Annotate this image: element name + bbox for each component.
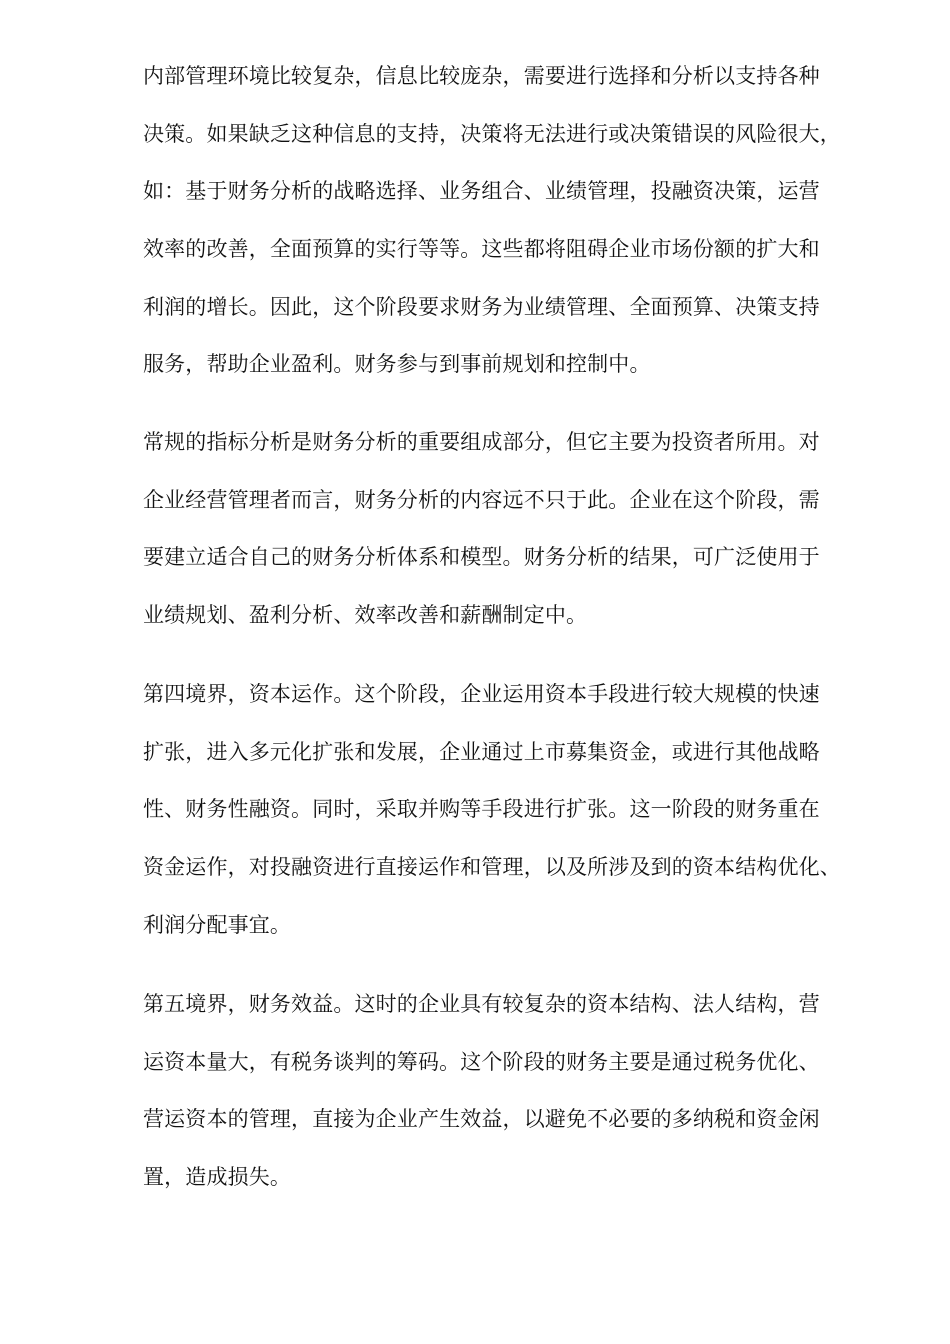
text-line: 常规的指标分析是财务分析的重要组成部分，但它主要为投资者所用。对: [143, 430, 820, 454]
text-line: 服务，帮助企业盈利。财务参与到事前规划和控制中。: [143, 352, 651, 377]
text-line: 如：基于财务分析的战略选择、业务组合、业绩管理，投融资决策，运营: [143, 179, 820, 204]
text-line: 利润分配事宜。: [143, 912, 292, 937]
text-line: 要建立适合自己的财务分析体系和模型。财务分析的结果，可广泛使用于: [143, 545, 820, 570]
paragraph-financial-benefit: [143, 976, 820, 1207]
text-line: 决策。如果缺乏这种信息的支持，决策将无法进行或决策错误的风险很大，: [143, 121, 841, 146]
text-line: 营运资本的管理，直接为企业产生效益，以避免不必要的多纳税和资金闲: [143, 1107, 820, 1132]
paragraph-internal-management: [143, 48, 841, 394]
text-line: 利润的增长。因此，这个阶段要求财务为业绩管理、全面预算、决策支持: [143, 294, 820, 319]
paragraph-indicator-analysis: [143, 414, 820, 645]
text-line: 置，造成损失。: [143, 1165, 292, 1190]
text-line: 资金运作，对投融资进行直接运作和管理，以及所涉及到的资本结构优化、: [143, 855, 841, 880]
text-line: 业绩规划、盈利分析、效率改善和薪酬制定中。: [143, 603, 588, 628]
paragraph-capital-operation: [143, 666, 841, 954]
text-line: 扩张，进入多元化扩张和发展，企业通过上市募集资金，或进行其他战略: [143, 739, 820, 764]
text-line: 运资本量大，有税务谈判的筹码。这个阶段的财务主要是通过税务优化、: [143, 1049, 820, 1074]
text-line: 第五境界，财务效益。这时的企业具有较复杂的资本结构、法人结构，营: [143, 992, 820, 1016]
text-line: 企业经营管理者而言，财务分析的内容远不只于此。企业在这个阶段，需: [143, 487, 820, 512]
text-line: 内部管理环境比较复杂，信息比较庞杂，需要进行选择和分析以支持各种: [143, 64, 820, 88]
text-line: 效率的改善，全面预算的实行等等。这些都将阻碍企业市场份额的扩大和: [143, 237, 820, 262]
text-line: 第四境界，资本运作。这个阶段，企业运用资本手段进行较大规模的快速: [143, 682, 820, 706]
text-line: 性、财务性融资。同时，采取并购等手段进行扩张。这一阶段的财务重在: [143, 797, 820, 822]
